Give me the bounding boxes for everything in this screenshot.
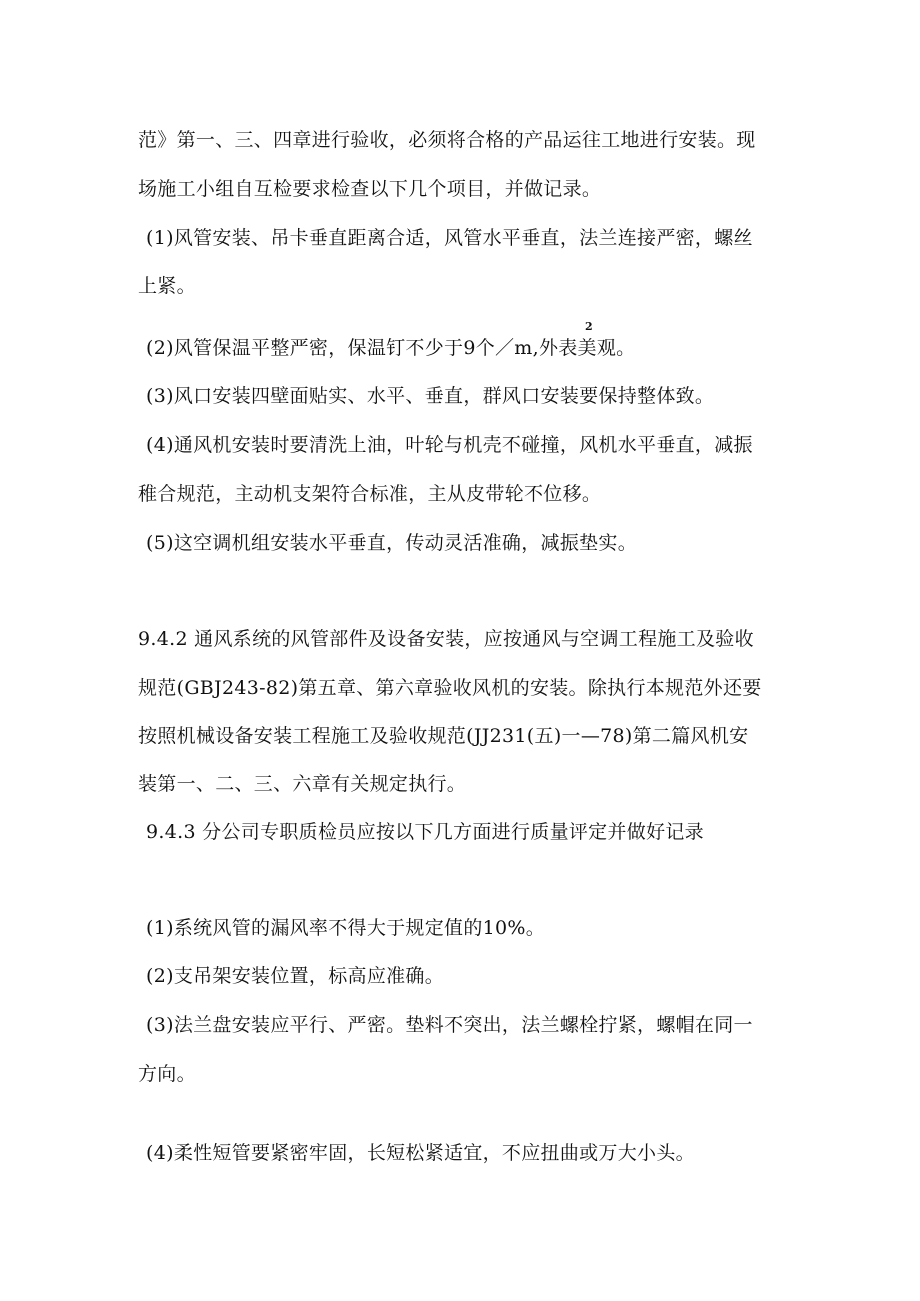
check-item-4-line-2: 稚合规范，主动机支架符合标准，主从皮带轮不位移。 [138,483,602,505]
eval-item-3-line-2: 方向。 [138,1063,196,1085]
check-item-2: (2)风管保温平整严密，保温钉不少于9个／m,外表美观。 [146,337,636,359]
check-item-1-line-2: 上紧。 [138,275,196,297]
section-942-line-1: 9.4.2 通风系统的风管部件及设备安装，应按通风与空调工程施工及验收 [138,628,754,650]
check-item-3: (3)风口安装四壁面贴实、水平、垂直，群风口安装要保持整体致。 [146,385,715,407]
eval-item-1: (1)系统风管的漏风率不得大于规定值的10%。 [146,917,546,939]
section-943-heading: 9.4.3 分公司专职质检员应按以下几方面进行质量评定并做好记录 [146,821,704,843]
section-942-line-3: 按照机械设备安装工程施工及验收规范(JJ231(五)一—78)第二篇风机安 [138,725,749,747]
eval-item-2: (2)支吊架安装位置，标高应准确。 [146,965,445,987]
check-item-1-line-1: (1)风管安装、吊卡垂直距离合适，风管水平垂直，法兰连接严密，螺丝 [146,227,753,249]
eval-item-3-line-1: (3)法兰盘安装应平行、严密。垫料不突出，法兰螺栓拧紧，螺帽在同一 [146,1014,753,1036]
intro-line-2: 场施工小组自互检要求检查以下几个项目，并做记录。 [138,178,602,200]
section-942-line-2: 规范(GBJ243-82)第五章、第六章验收风机的安装。除执行本规范外还要 [138,677,762,699]
section-942-line-4: 装第一、二、三、六章有关规定执行。 [138,773,467,795]
check-item-4-line-1: (4)通风机安装时要清洗上油，叶轮与机壳不碰撞，风机水平垂直，减振 [146,434,753,456]
superscript-square: 2 [585,320,593,333]
check-item-5: (5)这空调机组安装水平垂直，传动灵活准确，减振垫实。 [146,532,638,554]
eval-item-4: (4)柔性短管要紧密牢固，长短松紧适宜，不应扭曲或万大小头。 [146,1142,695,1164]
intro-line-1: 范》第一、三、四章进行验收，必须将合格的产品运往工地进行安装。现 [138,129,756,151]
